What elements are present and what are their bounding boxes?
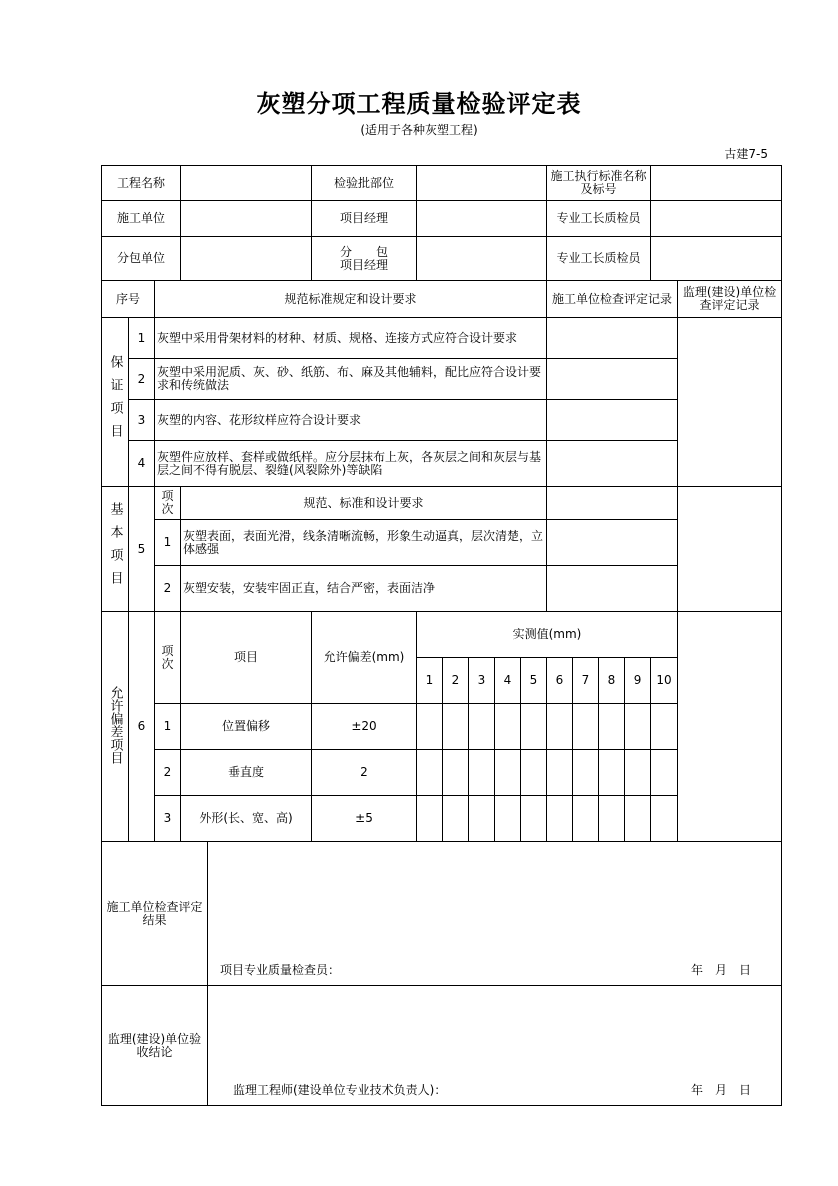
inspection-form	[101, 165, 782, 1106]
project-name-label: 工程名称	[102, 166, 181, 201]
measured-cell[interactable]	[521, 750, 547, 796]
form-code: 古建7-5	[724, 147, 768, 161]
inspection-part-field[interactable]	[417, 166, 547, 201]
measured-cell[interactable]	[573, 796, 599, 842]
measured-cell[interactable]	[547, 750, 573, 796]
item-no: 3	[155, 796, 181, 842]
supervisor-record-cell[interactable]	[678, 612, 782, 842]
contractor-label: 施工单位	[102, 201, 181, 237]
supervisor-result-cell[interactable]	[208, 986, 782, 1106]
standard-field[interactable]	[651, 166, 782, 201]
measured-cell[interactable]	[469, 750, 495, 796]
contractor-record-cell[interactable]	[547, 400, 678, 441]
tolerance-no: 6	[129, 612, 155, 842]
basic-label-text: 基本项目	[107, 501, 123, 594]
item-no: 1	[155, 704, 181, 750]
point-header: 4	[495, 658, 521, 704]
guarantee-label-text: 保证项目	[107, 354, 123, 447]
measured-cell[interactable]	[417, 704, 443, 750]
point-header: 3	[469, 658, 495, 704]
item-name: 位置偏移	[181, 704, 312, 750]
req-header: 规范、标准和设计要求	[181, 487, 547, 520]
supervisor-record-header: 监理(建设)单位检查评定记录	[678, 281, 782, 318]
measured-cell[interactable]	[651, 796, 678, 842]
guarantee-label	[102, 318, 129, 487]
supervisor-sign-label: 监理工程师(建设单位专业技术负责人)：	[233, 1083, 447, 1097]
sub-manager-label-a: 分 包	[339, 244, 388, 259]
sub-manager-field[interactable]	[417, 237, 547, 281]
item-tolerance: 2	[312, 750, 417, 796]
item-text: 灰塑件应放样、套样或做纸样。应分层抹布上灰，各灰层之间和灰层与基层之间不得有脱层、裂缝(风裂除外)等缺陷	[155, 441, 547, 487]
point-header: 9	[625, 658, 651, 704]
measured-cell[interactable]	[469, 704, 495, 750]
measured-cell[interactable]	[599, 704, 625, 750]
point-header: 8	[599, 658, 625, 704]
item-text: 灰塑的内容、花形纹样应符合设计要求	[155, 400, 547, 441]
basic-label	[102, 487, 129, 612]
item-tolerance: ±20	[312, 704, 417, 750]
item-no: 3	[129, 400, 155, 441]
contractor-result-cell[interactable]	[208, 842, 782, 986]
seq-header: 序号	[102, 281, 155, 318]
project-name-field[interactable]	[181, 166, 312, 201]
item-text: 灰塑中采用泥质、灰、砂、纸筋、布、麻及其他辅料，配比应符合设计要求和传统做法	[155, 359, 547, 400]
contractor-record-cell[interactable]	[547, 520, 678, 566]
measured-header: 实测值(mm)	[417, 612, 678, 658]
standard-label: 施工执行标准名称及标号	[547, 166, 651, 201]
name-header: 项目	[181, 612, 312, 704]
measured-cell[interactable]	[469, 796, 495, 842]
contractor-record-cell[interactable]	[547, 441, 678, 487]
measured-cell[interactable]	[547, 704, 573, 750]
foreman-label: 专业工长质检员	[547, 201, 651, 237]
measured-cell[interactable]	[625, 704, 651, 750]
contractor-field[interactable]	[181, 201, 312, 237]
item-header: 项次	[155, 487, 181, 520]
subcontractor-label: 分包单位	[102, 237, 181, 281]
measured-cell[interactable]	[651, 704, 678, 750]
measured-cell[interactable]	[599, 796, 625, 842]
item-no: 2	[129, 359, 155, 400]
inspection-part-label: 检验批部位	[312, 166, 417, 201]
point-header: 7	[573, 658, 599, 704]
item-no: 2	[155, 566, 181, 612]
item-header: 项次	[155, 612, 181, 704]
page-title: 灰塑分项工程质量检验评定表	[256, 90, 582, 118]
supervisor-record-cell[interactable]	[678, 318, 782, 487]
item-name: 垂直度	[181, 750, 312, 796]
project-manager-label: 项目经理	[312, 201, 417, 237]
item-text: 灰塑中采用骨架材料的材种、材质、规格、连接方式应符合设计要求	[155, 318, 547, 359]
measured-cell[interactable]	[443, 796, 469, 842]
contractor-record-cell[interactable]	[547, 566, 678, 612]
tolerance-label	[102, 612, 129, 842]
measured-cell[interactable]	[495, 704, 521, 750]
measured-cell[interactable]	[625, 796, 651, 842]
item-no: 1	[155, 520, 181, 566]
basic-no: 5	[129, 487, 155, 612]
measured-cell[interactable]	[599, 750, 625, 796]
item-text: 灰塑表面，表面光滑，线条清晰流畅，形象生动逼真，层次清楚，立体感强	[181, 520, 547, 566]
item-no: 4	[129, 441, 155, 487]
tolerance-label-text: 允许偏差项目	[107, 686, 123, 764]
tol-header: 允许偏差(mm)	[312, 612, 417, 704]
item-no: 1	[129, 318, 155, 359]
supervisor-result-label: 监理(建设)单位验收结论	[102, 986, 208, 1106]
measured-cell[interactable]	[547, 796, 573, 842]
measured-cell[interactable]	[443, 704, 469, 750]
measured-cell[interactable]	[443, 750, 469, 796]
item-name: 外形(长、宽、高)	[181, 796, 312, 842]
supervisor-record-cell[interactable]	[678, 487, 782, 612]
measured-cell[interactable]	[573, 750, 599, 796]
foreman2-field[interactable]	[651, 237, 782, 281]
contractor-record-header: 施工单位检查评定记录	[547, 281, 678, 318]
foreman-field[interactable]	[651, 201, 782, 237]
date-label: 年 月 日	[691, 963, 752, 977]
requirement-header: 规范标准规定和设计要求	[155, 281, 547, 318]
measured-cell[interactable]	[521, 796, 547, 842]
point-header: 5	[521, 658, 547, 704]
measured-cell[interactable]	[495, 750, 521, 796]
subtitle: (适用于各种灰塑工程)	[360, 123, 478, 137]
sub-manager-label-b: 项目经理	[339, 257, 388, 272]
contractor-record-cell[interactable]	[547, 318, 678, 359]
sub-manager-label	[312, 237, 417, 281]
measured-cell[interactable]	[417, 750, 443, 796]
item-no: 2	[155, 750, 181, 796]
project-manager-field[interactable]	[417, 201, 547, 237]
subcontractor-field[interactable]	[181, 237, 312, 281]
foreman2-label: 专业工长质检员	[547, 237, 651, 281]
measured-cell[interactable]	[651, 750, 678, 796]
point-header: 2	[443, 658, 469, 704]
measured-cell[interactable]	[573, 704, 599, 750]
measured-cell[interactable]	[625, 750, 651, 796]
date-label: 年 月 日	[691, 1083, 752, 1097]
point-header: 6	[547, 658, 573, 704]
item-text: 灰塑安装，安装牢固正直，结合严密，表面洁净	[181, 566, 547, 612]
measured-cell[interactable]	[495, 796, 521, 842]
measured-cell[interactable]	[417, 796, 443, 842]
contractor-record-cell[interactable]	[547, 487, 678, 520]
item-tolerance: ±5	[312, 796, 417, 842]
point-header: 10	[651, 658, 678, 704]
measured-cell[interactable]	[521, 704, 547, 750]
contractor-sign-label: 项目专业质量检查员：	[220, 963, 341, 977]
contractor-record-cell[interactable]	[547, 359, 678, 400]
contractor-result-label: 施工单位检查评定结果	[102, 842, 208, 986]
point-header: 1	[417, 658, 443, 704]
